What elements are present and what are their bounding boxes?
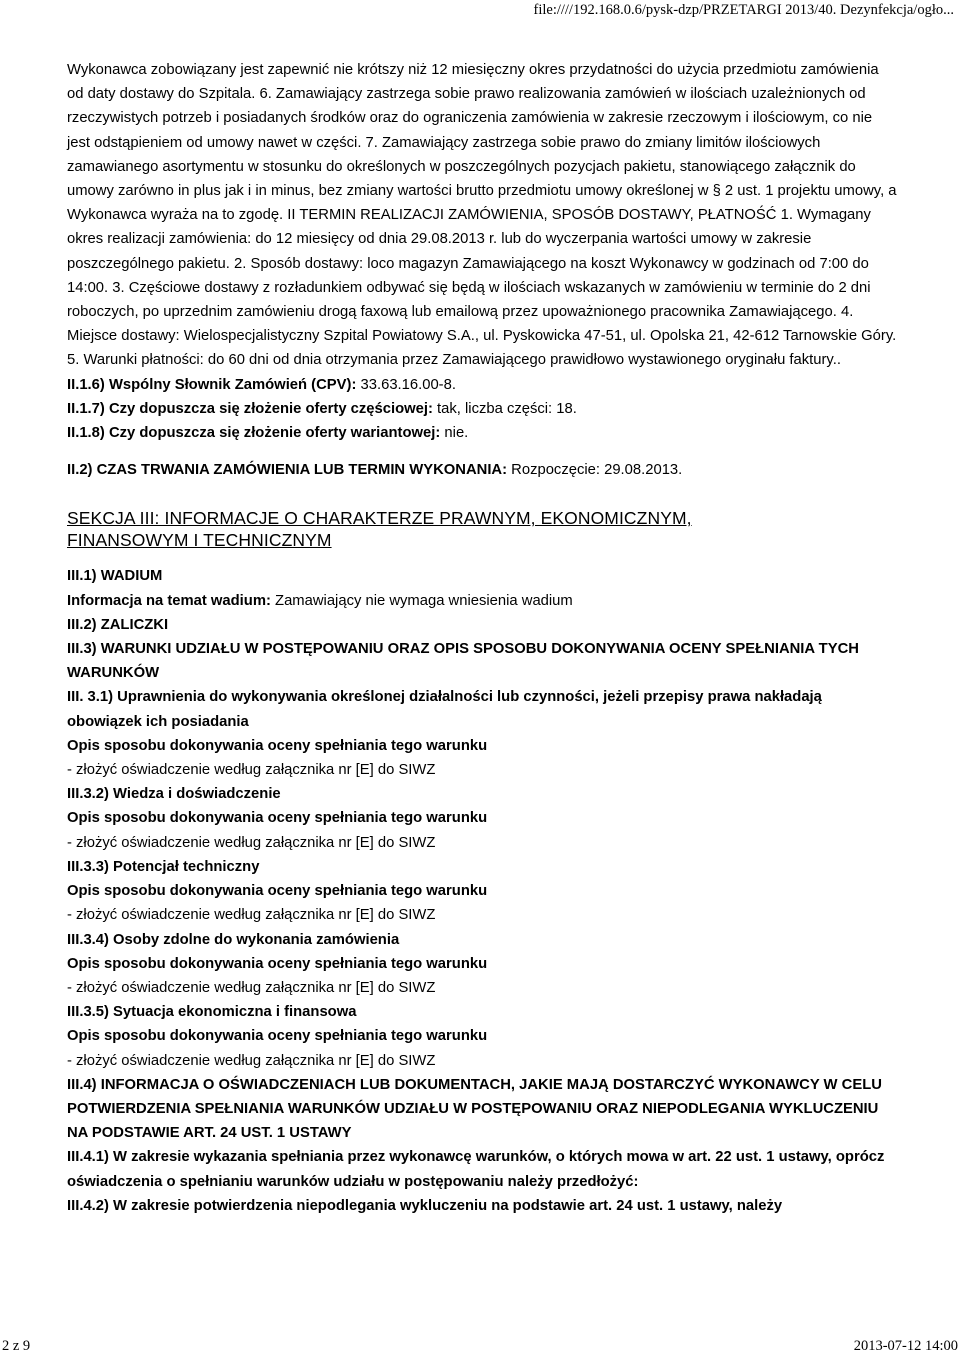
duration-label: II.2) CZAS TRWANIA ZAMÓWIENIA LUB TERMIN WYKONANIA: [67,462,508,479]
condition-block [67,928,897,1001]
document-content [67,58,897,1218]
condition-opis: Opis sposobu dokonywania oceny spełniania tego warunku [67,883,488,900]
page-number: 2 z 9 [2,1338,31,1354]
condition-item: - złożyć oświadczenie według załącznika nr [E] do SIWZ [67,762,436,779]
section-title-line1: SEKCJA III: INFORMACJE O CHARAKTERZE PRAWNYM, EKONOMICZNYM, [67,508,692,529]
condition-block [67,1000,897,1073]
info-4-1: III.4.1) W zakresie wykazania spełniania przez wykonawcę warunków, o których mowa w art. 22 ust. 1 ustawy, oprócz oświadczenia o spełnianiu warunków udziału w postępowaniu należy przedłożyć: [67,1149,885,1190]
condition-title: III.3.2) Wiedza i doświadczenie [67,786,281,803]
intro-paragraph: Wykonawca zobowiązany jest zapewnić nie krótszy niż 12 miesięczny okres przydatności do użycia przedmiotu zamówienia od daty dostawy do Szpitala. 6. Zamawiający zastrzega sobie prawo realizowania zamówień w ilościach uzależnionych od rzeczywistych potrzeb i posiadanych środków oraz do ograniczenia zamówienia w zakresie rzeczowym i ilościowym, co nie jest odstąpieniem od umowy nawet w części. 7. Zamawiający zastrzega sobie prawo do zmiany limitów ilościowych zamawianego asortymentu w stosunku do określonych w poszczególnych pozycjach pakietu, stanowiącego załącznik do umowy zarówno in plus jak i in minus, bez zmiany wartości brutto przedmiotu umowy określonej w § 2 ust. 1 projektu umowy, a Wykonawca wyraża na to zgodę. II TERMIN REALIZACJI ZAMÓWIENIA, SPOSÓB DOSTAWY, PŁATNOŚĆ 1. Wymagany okres realizacji zamówienia: do 12 miesięcy od dnia 29.08.2013 r. lub do wyczerpania wartości umowy w zakresie poszczególnego pakietu. 2. Sposób dostawy: loco magazyn Zamawiającego na koszt Wykonawcy w godzinach od 7:00 do 14:00. 3. Częściowe dostawy z rozładunkiem odbywać się będą w ilościach wskazanych w zamówieniu w terminie do 2 dni roboczych, po uprzednim zamówieniu drogą faxową lub emailową przez upoważnionego pracownika Zamawiającego. 4. Miejsce dostawy: Wielospecjalistyczny Szpital Powiatowy S.A., ul. Pyskowicka 47-51, ul. Opolska 21, 42-612 Tarnowskie Góry. 5. Warunki płatności: do 60 dni od dnia otrzymania przez Zamawiającego prawidłowo wystawionego oryginału faktury.. [67,62,897,369]
wadium-heading: III.1) WADIUM [67,568,163,585]
condition-title: III.3.5) Sytuacja ekonomiczna i finansowa [67,1004,357,1021]
file-url-header: file:////192.168.0.6/pysk-dzp/PRZETARGI 2013/40. Dezynfekcja/ogło... [533,2,954,18]
wadium-info-line [67,589,897,613]
wadium-info-label: Informacja na temat wadium: [67,592,271,609]
condition-title: III.3.4) Osoby zdolne do wykonania zamówienia [67,931,400,948]
condition-title: III.3.3) Potencjał techniczny [67,858,260,875]
warunki-heading: III.3) WARUNKI UDZIAŁU W POSTĘPOWANIU ORAZ OPIS SPOSOBU DOKONYWANIA OCENY SPEŁNIANIA TYCH WARUNKÓW [67,641,859,682]
info-heading: III.4) INFORMACJA O OŚWIADCZENIACH LUB DOKUMENTACH, JAKIE MAJĄ DOSTARCZYĆ WYKONAWCY W CELU POTWIERDZENIA SPEŁNIANIA WARUNKÓW UDZIAŁU W POSTĘPOWANIU ORAZ NIEPODLEGANIA WYKLUCZENIU NA PODSTAWIE ART. 24 UST. 1 USTAWY [67,1076,882,1142]
cpv-value: 33.63.16.00-8. [356,376,456,393]
condition-block [67,782,897,855]
condition-opis: Opis sposobu dokonywania oceny spełniania tego warunku [67,810,488,827]
variant-offer-value: nie. [440,425,469,442]
partial-offer-value: tak, liczba części: 18. [432,400,577,417]
cpv-label: II.1.6) Wspólny Słownik Zamówień (CPV): [67,376,357,393]
duration-line [67,458,897,482]
cpv-line [67,373,897,397]
condition-item: - złożyć oświadczenie według załącznika nr [E] do SIWZ [67,907,436,924]
condition-opis: Opis sposobu dokonywania oceny spełniania tego warunku [67,737,488,754]
condition-opis: Opis sposobu dokonywania oceny spełniania tego warunku [67,955,488,972]
condition-block [67,685,897,782]
partial-offer-line [67,397,897,421]
duration-value: Rozpoczęcie: 29.08.2013. [507,462,683,479]
condition-item: - złożyć oświadczenie według załącznika nr [E] do SIWZ [67,1052,436,1069]
variant-offer-label: II.1.8) Czy dopuszcza się złożenie oferty wariantowej: [67,425,441,442]
condition-title: III. 3.1) Uprawnienia do wykonywania określonej działalności lub czynności, jeżeli przepisy prawa nakładają obowiązek ich posiadania [67,689,822,730]
condition-opis: Opis sposobu dokonywania oceny spełniania tego warunku [67,1028,488,1045]
partial-offer-label: II.1.7) Czy dopuszcza się złożenie oferty częściowej: [67,400,433,417]
variant-offer-line [67,421,897,445]
zaliczki-heading: III.2) ZALICZKI [67,616,169,633]
condition-item: - złożyć oświadczenie według załącznika nr [E] do SIWZ [67,979,436,996]
info-4-2: III.4.2) W zakresie potwierdzenia niepodlegania wykluczeniu na podstawie art. 24 ust. 1 ustawy, należy [67,1197,783,1214]
condition-item: - złożyć oświadczenie według załącznika nr [E] do SIWZ [67,834,436,851]
wadium-info-value: Zamawiający nie wymaga wniesienia wadium [270,592,573,609]
section-title-line2: FINANSOWYM I TECHNICZNYM [67,530,332,551]
print-datetime: 2013-07-12 14:00 [853,1338,958,1354]
condition-block [67,855,897,928]
